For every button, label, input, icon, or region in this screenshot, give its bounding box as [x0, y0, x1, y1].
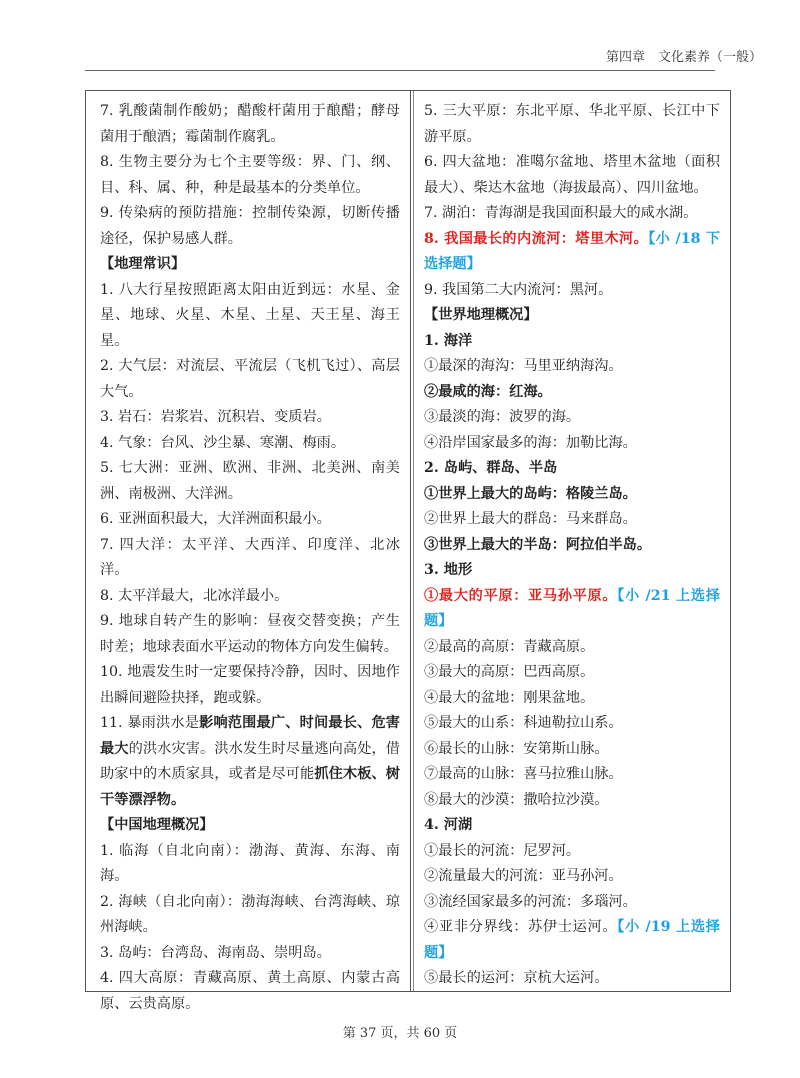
bio-item-7: 7. 乳酸菌制作酸奶；醋酸杆菌用于酿醋；酵母菌用于酿酒；霉菌制作腐乳。: [100, 103, 400, 145]
page-number: 第 37 页，共 60 页: [342, 1026, 458, 1041]
river-item-4-text: ④亚非分界线：苏伊士运河。: [424, 919, 618, 935]
terrain-item-1: [424, 584, 720, 635]
geo-item-9: 9. 地球自转产生的影响：昼夜交替变换；产生时差；地球表面水平运动的物体方向发生偏转。: [100, 613, 400, 655]
china-geo-heading: 【中国地理概况】: [100, 817, 214, 833]
exam-tag-21: 【小 /21 上选择题】: [424, 587, 720, 629]
terrain-item-3: ③最大的高原：巴西高原。: [424, 664, 595, 680]
geo-item-11-end: 抓住木板、树干等漂浮物。: [100, 766, 400, 808]
geo-item-3: 3. 岩石：岩浆岩、沉积岩、变质岩。: [100, 409, 331, 425]
china-item-8: [424, 227, 720, 278]
river-item-5: ⑤最长的运河：京杭大运河。: [424, 970, 609, 986]
geo-item-8: 8. 太平洋最大，北冰洋最小。: [100, 587, 289, 604]
world-geo-heading: 【世界地理概况】: [424, 307, 538, 323]
exam-tag-18: 【小 /18 下选择题】: [424, 230, 720, 272]
geo-heading: 【地理常识】: [100, 256, 186, 272]
ocean-item-4: ④沿岸国家最多的海：加勒比海。: [424, 434, 637, 451]
geo-item-7: 7. 四大洋：太平洋、大西洋、印度洋、北冰洋。: [100, 536, 400, 578]
china-item-8-text: 8. 我国最长的内流河：塔里木河。: [424, 230, 649, 247]
bio-item-8: 8. 生物主要分为七个主要等级：界、门、纲、目、科、属、种，种是最基本的分类单位。: [100, 154, 400, 196]
terrain-item-7: ⑦最高的山脉：喜马拉雅山脉。: [424, 766, 623, 782]
chapter-header: 第四章 文化素养（一般）: [605, 50, 762, 65]
ocean-item-3: ③最淡的海：波罗的海。: [424, 409, 581, 425]
geo-item-10: 10. 地震发生时一定要保持冷静，因时、因地作出瞬间避险抉择，跑或躲。: [100, 664, 400, 706]
geo-item-5: 5. 七大洲：亚洲、欧洲、非洲、北美洲、南美洲、南极洲、大洋洲。: [100, 460, 400, 502]
geo-item-11-middle: 的洪水灾害。洪水发生时尽量逃向高处，借助家中的木质家具，或者是尽可能: [100, 740, 400, 782]
geo-item-6: 6. 亚洲面积最大，大洋洲面积最小。: [100, 511, 331, 527]
river-item-2: ②流量最大的河流：亚马孙河。: [424, 868, 623, 884]
river-title: 4. 河湖: [424, 817, 473, 833]
china-item-7: 7. 湖泊：青海湖是我国面积最大的咸水湖。: [424, 205, 698, 221]
ocean-item-1: ①最深的海沟：马里亚纳海沟。: [424, 358, 623, 374]
china-item-2: 2. 海峡（自北向南）：渤海海峡、台湾海峡、琼州海峡。: [100, 893, 400, 935]
river-item-3: ③流经国家最多的河流：多瑙河。: [424, 893, 637, 910]
terrain-item-1-text: ①最大的平原：亚马孙平原。: [424, 587, 618, 604]
header-rule: [85, 70, 715, 71]
geo-item-11-emphasis: 影响范围最广、时间最长、危害最大: [100, 715, 400, 757]
river-item-1: ①最长的河流：尼罗河。: [424, 842, 581, 859]
geo-item-11: [100, 711, 400, 813]
content-table: [85, 90, 731, 1012]
ocean-title: 1. 海洋: [424, 332, 473, 349]
china-item-1: 1. 临海（自北向南）：渤海、黄海、东海、南海。: [100, 842, 400, 884]
china-item-6: 6. 四大盆地：准噶尔盆地、塔里木盆地（面积最大）、柴达木盆地（海拔最高）、四川盆地。: [424, 154, 720, 196]
island-item-2: ②世界上最大的群岛：马来群岛。: [424, 511, 637, 527]
island-item-3: ③世界上最大的半岛：阿拉伯半岛。: [424, 536, 652, 553]
geo-item-1: 1. 八大行星按照距离太阳由近到远：水星、金星、地球、火星、木星、土星、天王星、海王星。: [100, 281, 400, 349]
ocean-item-2: ②最咸的海：红海。: [424, 383, 552, 400]
bio-item-9: 9. 传染病的预防措施：控制传染源，切断传播途径，保护易感人群。: [100, 205, 400, 247]
terrain-item-6: ⑥最长的山脉：安第斯山脉。: [424, 740, 609, 757]
geo-item-2: 2. 大气层：对流层、平流层（飞机飞过）、高层大气。: [100, 358, 400, 400]
right-column: [413, 91, 730, 991]
river-item-4: [424, 915, 720, 966]
geo-item-4: 4. 气象：台风、沙尘暴、寒潮、梅雨。: [100, 434, 346, 451]
china-item-9: 9. 我国第二大内流河：黑河。: [424, 281, 613, 298]
terrain-item-8: ⑧最大的沙漠：撒哈拉沙漠。: [424, 791, 609, 808]
exam-tag-19: 【小 /19 上选择题】: [424, 919, 720, 961]
terrain-item-5: ⑤最大的山系：科迪勒拉山系。: [424, 715, 623, 731]
left-column: [86, 91, 411, 1012]
china-item-5: 5. 三大平原：东北平原、华北平原、长江中下游平原。: [424, 103, 720, 145]
geo-item-11-start: 11. 暴雨洪水是: [100, 715, 200, 731]
terrain-item-4: ④最大的盆地：刚果盆地。: [424, 689, 595, 706]
terrain-title: 3. 地形: [424, 562, 473, 578]
island-item-1: ①世界上最大的岛屿：格陵兰岛。: [424, 485, 637, 502]
island-title: 2. 岛屿、群岛、半岛: [424, 460, 558, 476]
terrain-item-2: ②最高的高原：青藏高原。: [424, 638, 595, 655]
china-item-3: 3. 岛屿：台湾岛、海南岛、崇明岛。: [100, 944, 331, 961]
china-item-4: 4. 四大高原：青藏高原、黄土高原、内蒙古高原、云贵高原。: [100, 970, 400, 1012]
